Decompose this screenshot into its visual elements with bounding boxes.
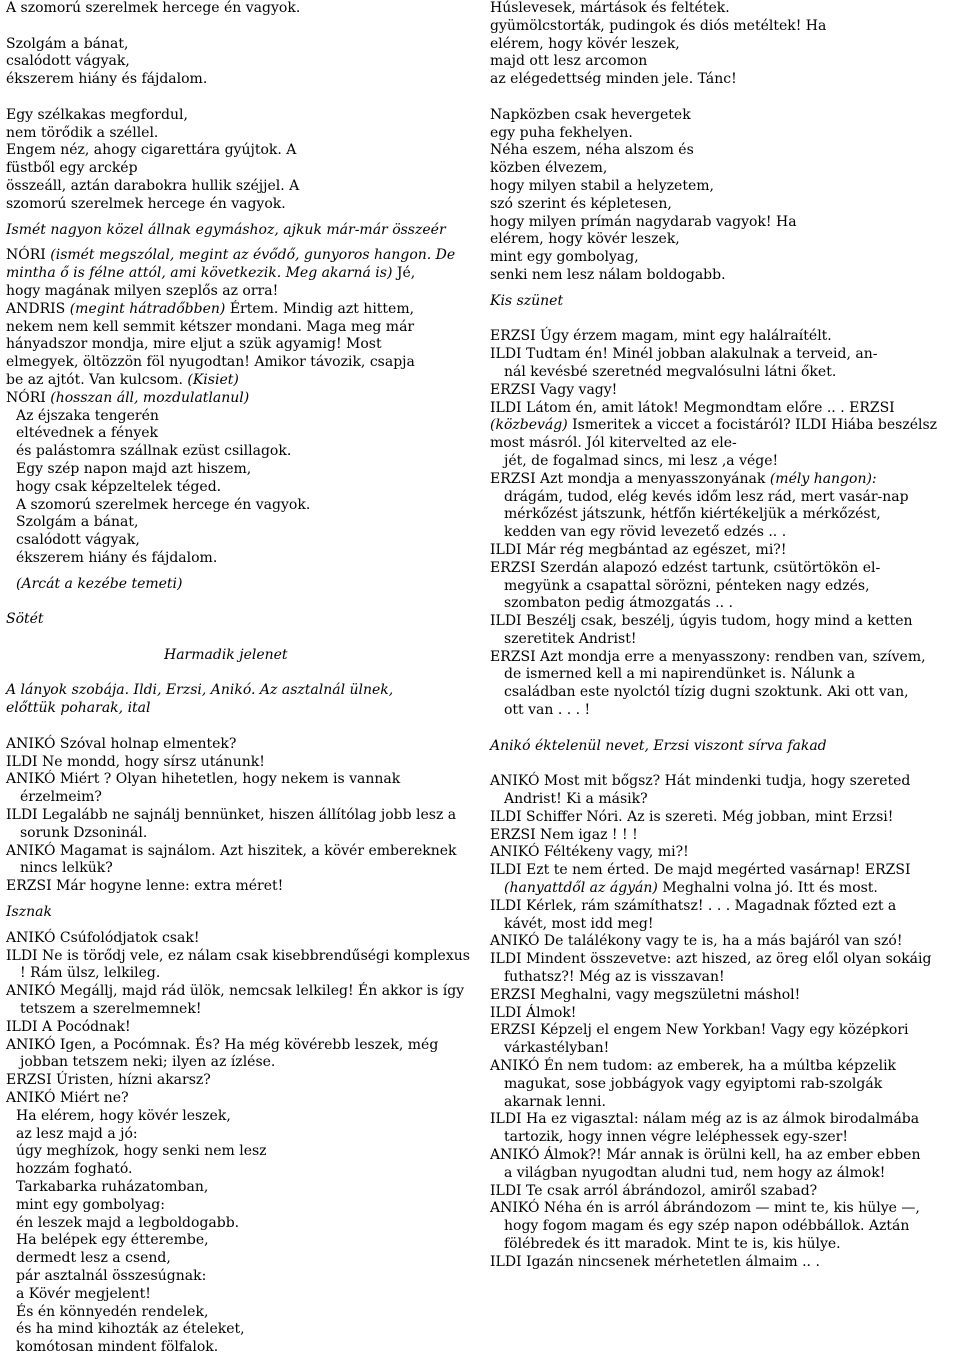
text-line: ANIKÓ Szóval holnap elmentek? <box>6 735 237 752</box>
text-line <box>490 400 956 418</box>
line-text: ANIKÓ Féltékeny vagy, mi?! <box>490 844 689 861</box>
line-text: ERZSI Azt mondja erre a menyasszony: rendben van, szívem, <box>490 648 926 665</box>
text-line: A lányok szobája. Ildi, Erzsi, Anikó. Az asztalnál ülnek, <box>6 682 394 699</box>
spacer <box>6 89 472 107</box>
verse-stanza <box>490 107 956 285</box>
stage-direction <box>6 576 472 594</box>
text-line <box>490 435 956 453</box>
text-line <box>490 969 956 987</box>
text-line: Ha elérem, hogy kövér leszek, <box>16 1107 231 1124</box>
text-line: a Kövér megjelent! <box>16 1285 151 1302</box>
line-text: tartozik, hogy innen végre leléphessek egy-szer! <box>504 1129 848 1146</box>
text-line: egy puha fekhelyen. <box>490 124 633 141</box>
text-line <box>490 1094 956 1112</box>
text-line: mint egy gombolyag, <box>490 249 639 266</box>
text-line <box>490 1111 956 1129</box>
text-line <box>490 328 956 346</box>
spacer <box>6 594 472 612</box>
text-line: Ismét nagyon közel állnak egymáshoz, ajkuk már-már összeér <box>6 221 446 238</box>
stage-note: (hosszan áll, mozdulatlanul) <box>50 389 250 406</box>
line-text: ILDI Ha ez vigasztal: nálam még az is az álmok birodalmába <box>490 1111 920 1128</box>
text-line: Szolgám a bánat, <box>6 35 129 52</box>
text-line: én leszek majd a legboldogabb. <box>16 1214 240 1231</box>
text-line: Sötét <box>6 611 44 628</box>
line-text: Ismeritek a viccet a focistáról? ILDI Hiába beszélsz <box>567 417 938 434</box>
text-line <box>490 987 956 1005</box>
line-text: ERZSI Nem igaz ! ! ! <box>490 826 638 843</box>
line-text: megyünk a csapattal sörözni, pénteken nagy edzés, <box>504 577 870 594</box>
text-line <box>6 247 472 265</box>
stage-direction <box>490 738 956 756</box>
text-line: ANIKÓ Magamat is sajnálom. Azt hiszitek, a kövér embereknek nincs lelkük? <box>6 842 457 877</box>
text-line <box>6 372 472 390</box>
text-line: eltévednek a fények <box>16 425 159 442</box>
line-text: ANIKÓ Álmok?! Már annak is örülni kell, ha az ember ebben <box>490 1147 921 1163</box>
text-line <box>490 1076 956 1094</box>
text-line <box>490 1254 956 1272</box>
text-line: ANIKÓ Igen, a Pocómnak. És? Ha még kövérebb leszek, még jobban tetszem neki; ilyen az ízlése. <box>6 1036 439 1071</box>
line-text: ILDI Te csak arról ábrándozol, amiről szabad? <box>490 1182 818 1199</box>
text-line: csalódott vágyak, <box>6 53 130 70</box>
text-line: Szolgám a bánat, <box>16 514 139 531</box>
line-text: NÓRI <box>6 389 51 406</box>
text-line <box>490 542 956 560</box>
text-line: Tarkabarka ruházatomban, <box>16 1179 209 1195</box>
verse-stanza <box>6 408 472 568</box>
dialogue-block <box>490 328 956 720</box>
text-line <box>490 1147 956 1165</box>
text-line: Engem néz, ahogy cigarettára gyújtok. A <box>6 142 297 159</box>
text-line <box>490 364 956 382</box>
text-line <box>490 844 956 862</box>
line-text: Jé, <box>392 265 416 282</box>
stage-note: (Kisiet) <box>187 371 239 388</box>
text-line: Egy szép napon majd azt hiszem, <box>16 460 252 477</box>
text-line <box>490 951 956 969</box>
verse-stanza <box>6 107 472 214</box>
text-line <box>490 1236 956 1254</box>
line-text: drágám, tudod, elég kevés időm lesz rád, mert vasár-nap <box>504 488 909 505</box>
text-line <box>490 827 956 845</box>
line-text: ILDI Kérlek, rám számíthatsz! . . . Magadnak főzted ezt a <box>490 897 897 914</box>
line-text: ILDI Beszélj csak, beszélj, úgyis tudom, hogy mind a ketten <box>490 613 913 630</box>
text-line <box>490 666 956 684</box>
text-line <box>490 916 956 934</box>
line-text: ERZSI Szerdán alapozó edzést tartunk, csütörtökön el- <box>490 559 881 576</box>
text-line: ILDI Legalább ne sajnálj bennünket, hiszen állítólag jobb lesz a sorunk Dzsoninál. <box>6 807 457 841</box>
text-line <box>490 613 956 631</box>
line-text: ERZSI Vagy vagy! <box>490 381 618 398</box>
line-text: magukat, sose jobbágyok vagy egyiptomi rab-szolgák <box>504 1075 883 1092</box>
left-column <box>6 0 472 1357</box>
verse-stanza <box>6 1108 472 1357</box>
spacer <box>6 18 472 36</box>
text-line <box>490 524 956 542</box>
line-text: ILDI Tudtam én! Minél jobban alakulnak a terveid, an- <box>490 346 878 363</box>
text-line: ékszerem hiány és fájdalom. <box>6 71 208 88</box>
verse-stanza <box>490 0 956 89</box>
dialogue-block <box>6 736 472 896</box>
text-line: Isznak <box>6 904 52 921</box>
stage-direction <box>6 222 472 240</box>
line-text: kávét, most idd meg! <box>504 915 654 932</box>
line-text: ILDI Álmok! <box>490 1004 577 1021</box>
text-line: Napközben csak hevergetek <box>490 106 691 123</box>
text-line: füstből egy arckép <box>6 160 138 177</box>
text-line <box>6 336 472 354</box>
text-line: hogy csak képzeltelek téged. <box>16 478 222 495</box>
dialogue-block <box>6 247 472 407</box>
line-text: elmegyek, öltözzön föl nyugodtan! Amikor távozik, csapja <box>6 354 415 371</box>
dialogue-block <box>6 930 472 1108</box>
text-line: ANIKÓ Megállj, majd rád ülök, nemcsak lelkileg! Én akkor is így tetszem a szerelmemnek! <box>6 983 465 1018</box>
text-line: pár asztalnál összesúgnak: <box>16 1267 207 1284</box>
line-text: ILDI Ezt te nem érted. De majd megérted vasárnap! ERZSI <box>490 862 911 879</box>
text-line: ékszerem hiány és fájdalom. <box>16 549 218 566</box>
line-text: nál kevésbé szeretnéd megvalósulni látni őket. <box>504 363 837 380</box>
spacer <box>490 755 956 773</box>
text-line <box>490 1218 956 1236</box>
text-line: ERZSI Úristen, hízni akarsz? <box>6 1072 211 1089</box>
line-text: ANIKÓ Néha én is arról ábrándozom — mint te, kis hülye —, <box>490 1200 920 1217</box>
text-line <box>490 471 956 489</box>
line-text: ILDI Már rég megbántad az egészet, mi?! <box>490 541 787 558</box>
text-line: nem törődik a széllel. <box>6 124 159 141</box>
text-line: Harmadik jelenet <box>164 646 288 663</box>
text-line: (Arcát a kezébe temeti) <box>16 575 183 592</box>
line-text: de ismerned kell a mi napirendünket is. Nálunk a <box>504 666 856 683</box>
spacer <box>6 896 472 904</box>
dialogue-block <box>490 773 956 1271</box>
text-line: És én könnyedén rendelek, <box>16 1303 209 1320</box>
spacer <box>490 285 956 293</box>
text-line <box>490 595 956 613</box>
line-text: várkastélyban! <box>504 1040 610 1057</box>
text-line <box>490 1183 956 1201</box>
line-text: ERZSI Képzelj el engem New Yorkban! Vagy egy középkori <box>490 1022 909 1039</box>
text-line <box>490 1022 956 1040</box>
text-line <box>490 560 956 578</box>
text-line <box>490 1200 956 1218</box>
line-text: Értem. Mindig azt hittem, <box>225 300 415 317</box>
text-line: A szomorú szerelmek hercege én vagyok. <box>16 496 311 513</box>
text-line <box>6 283 472 301</box>
text-line: gyümölcstorták, pudingok és diós metéltek! Ha <box>490 17 827 34</box>
text-line: hogy milyen prímán nagydarab vagyok! Ha <box>490 213 797 230</box>
line-text: hogy magának milyen szeplős az orra! <box>6 282 279 299</box>
stage-direction <box>6 682 472 718</box>
text-line: ANIKÓ Miért ne? <box>6 1090 129 1107</box>
text-line: mint egy gombolyag: <box>16 1196 165 1213</box>
line-text: ANDRIS <box>6 300 70 317</box>
stage-note: (hanyattdől az ágyán) <box>504 880 658 897</box>
text-line: összeáll, aztán darabokra hullik széjjel. A <box>6 177 300 194</box>
text-line <box>6 390 472 408</box>
stage-note: (közbevág) <box>490 417 568 434</box>
line-text: kedden van egy rövid levezető edzés .. . <box>504 524 787 541</box>
text-line <box>490 1129 956 1147</box>
text-line <box>490 382 956 400</box>
text-line: előttük poharak, ital <box>6 700 151 717</box>
text-line: ILDI Ne is törődj vele, ez nálam csak kisebbrendűségi komplexus ! Rám ülsz, lelkileg. <box>6 947 470 982</box>
text-line: Kis szünet <box>490 292 564 309</box>
line-text: ott van . . . ! <box>504 702 591 719</box>
line-text: be az ajtót. Van kulcsom. <box>6 371 188 388</box>
text-line: és ha mind kihozták az ételeket, <box>16 1321 245 1338</box>
text-line <box>6 354 472 372</box>
text-line: hogy milyen stabil a helyzetem, <box>490 177 714 194</box>
text-line <box>490 933 956 951</box>
text-line <box>6 301 472 319</box>
text-line <box>490 1058 956 1076</box>
text-line: csalódott vágyak, <box>16 532 140 549</box>
spacer <box>6 922 472 930</box>
text-line <box>490 898 956 916</box>
stage-note: mintha ő is félne attól, ami következik. Meg akarná is) <box>6 265 393 282</box>
right-column <box>490 0 956 1272</box>
text-line: dermedt lesz a csend, <box>16 1250 171 1267</box>
text-line <box>490 578 956 596</box>
line-text: ILDI Igazán nincsenek mérhetetlen álmaim .. . <box>490 1253 820 1270</box>
text-line: ILDI Ne mondd, hogy sírsz utánunk! <box>6 753 265 770</box>
text-line <box>6 319 472 337</box>
text-line: szó szerint és képletesen, <box>490 195 672 212</box>
text-line <box>490 702 956 720</box>
text-line: Ha belépek egy étterembe, <box>16 1232 209 1249</box>
stage-direction <box>6 904 472 922</box>
line-text: hányadszor mondja, mire eljut a szük agyamig! Most <box>6 336 382 353</box>
text-line: senki nem lesz nálam boldogabb. <box>490 266 726 283</box>
text-line <box>490 417 956 435</box>
line-text: családban este nyolctól tízig dugni szoktunk. Aki ott van, <box>504 684 909 701</box>
text-line: Az éjszaka tengerén <box>16 407 159 424</box>
text-line <box>490 862 956 880</box>
verse-stanza <box>6 0 472 18</box>
stage-direction <box>6 611 472 629</box>
line-text: szombaton pedig átmozgatás .. . <box>504 595 733 612</box>
line-text: Andrist! Ki a másik? <box>504 791 648 808</box>
scene-heading <box>6 647 472 665</box>
text-line <box>490 1005 956 1023</box>
text-line <box>490 631 956 649</box>
text-line: A szomorú szerelmek hercege én vagyok. <box>6 0 301 16</box>
line-text: szeretitek Andrist! <box>504 630 637 647</box>
stage-direction <box>490 293 956 311</box>
text-line: közben élvezem, <box>490 160 608 177</box>
text-line <box>490 649 956 667</box>
text-line: majd ott lesz arcomon <box>490 53 648 70</box>
line-text: ILDI Látom én, amit látok! Megmondtam előre .. . ERZSI <box>490 399 895 416</box>
line-text: NÓRI <box>6 247 51 264</box>
line-text: jét, de fogalmad sincs, mi lesz ,a vége! <box>504 452 779 469</box>
text-line <box>490 453 956 471</box>
spacer <box>6 629 472 647</box>
spacer <box>6 568 472 576</box>
text-line: Egy szélkakas megfordul, <box>6 106 188 123</box>
text-line <box>490 346 956 364</box>
text-line <box>490 880 956 898</box>
line-text: ILDI Mindent összevetve: azt hiszed, az öreg elől olyan sokáig <box>490 951 932 968</box>
text-line <box>490 773 956 791</box>
text-line <box>490 1040 956 1058</box>
line-text: ERZSI Azt mondja a menyasszonyának <box>490 470 770 487</box>
text-line: ANIKÓ Miért ? Olyan hihetetlen, hogy nekem is vannak érzelmeim? <box>6 771 401 806</box>
text-line: ILDI A Pocódnak! <box>6 1018 131 1035</box>
line-text: akarnak lenni. <box>504 1093 606 1110</box>
text-line: az elégedettség minden jele. Tánc! <box>490 71 737 88</box>
verse-stanza <box>6 36 472 89</box>
line-text: futhatsz?! Még az is visszavan! <box>504 969 725 986</box>
text-line: elérem, hogy kövér leszek, <box>490 35 680 52</box>
text-line: Húslevesek, mártások és feltétek. <box>490 0 730 16</box>
text-line: elérem, hogy kövér leszek, <box>490 231 680 248</box>
line-text: ERZSI Meghalni, vagy megszületni máshol! <box>490 986 801 1003</box>
line-text: hogy fogom magam és egy szép napon odébbállok. Aztán <box>504 1218 910 1235</box>
spacer <box>490 720 956 738</box>
text-line: úgy meghízok, hogy senki nem lesz <box>16 1143 267 1160</box>
line-text: mérkőzést játszunk, hétfőn kiértékeljük a mérkőzést, <box>504 506 881 523</box>
spacer <box>6 214 472 222</box>
text-line: komótosan mindent fölfalok. <box>16 1339 219 1356</box>
text-line <box>490 506 956 524</box>
spacer <box>6 665 472 683</box>
line-text: nekem nem kell semmit kétszer mondani. Maga meg már <box>6 318 415 335</box>
text-line: az lesz majd a jó: <box>16 1125 138 1142</box>
text-line <box>490 791 956 809</box>
text-line: Néha eszem, néha alszom és <box>490 142 694 159</box>
text-line <box>490 684 956 702</box>
line-text: a világban nyugodtan aludni tud, nem hogy az álmok! <box>504 1164 886 1181</box>
line-text: ILDI Schiffer Nóri. Az is szereti. Még jobban, mint Erzsi! <box>490 808 894 825</box>
spacer <box>490 311 956 329</box>
stage-note: (mély hangon): <box>769 470 877 487</box>
stage-note: (ismét megszólal, megint az évődő, gunyoros hangon. De <box>50 247 456 264</box>
text-line: ANIKÓ Csúfolódjatok csak! <box>6 929 200 946</box>
text-line <box>490 1165 956 1183</box>
line-text: ANIKÓ Most mit bőgsz? Hát mindenki tudja, hogy szereted <box>490 773 911 790</box>
line-text: fölébredek és itt maradok. Mint te is, kis hülye. <box>504 1235 841 1252</box>
line-text: ANIKÓ De találékony vagy te is, ha a más bajáról van szó! <box>490 933 903 950</box>
text-line: Anikó éktelenül nevet, Erzsi viszont sírva fakad <box>490 737 827 754</box>
spacer <box>6 718 472 736</box>
text-line: szomorú szerelmek hercege én vagyok. <box>6 195 286 212</box>
stage-note: (megint hátradőbben) <box>69 300 226 317</box>
text-line <box>6 265 472 283</box>
line-text: most másról. Jól kitervelted az ele- <box>490 435 737 452</box>
text-line: ERZSI Már hogyne lenne: extra méret! <box>6 878 284 895</box>
spacer <box>490 89 956 107</box>
line-text: Meghalni volna jó. Itt és most. <box>657 880 878 897</box>
text-line <box>490 489 956 507</box>
text-line: hozzám fogható. <box>16 1161 133 1178</box>
text-line <box>490 809 956 827</box>
line-text: ERZSI Úgy érzem magam, mint egy halálraítélt. <box>490 328 832 345</box>
line-text: ANIKÓ Én nem tudom: az emberek, ha a múltba képzelik <box>490 1058 897 1075</box>
text-line: és palástomra szállnak ezüst csillagok. <box>16 443 292 460</box>
